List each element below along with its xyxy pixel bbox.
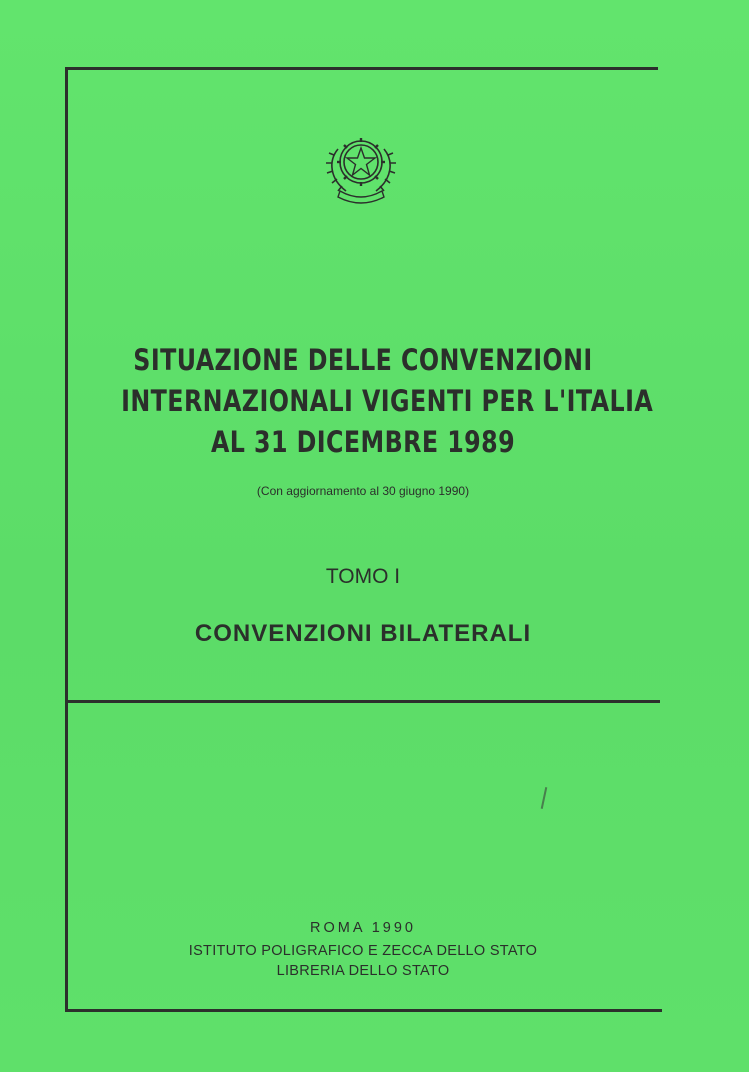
imprint-series: LIBRERIA DELLO STATO: [276, 963, 450, 979]
italian-republic-emblem-icon: [322, 127, 400, 207]
volume-number: TOMO I: [325, 565, 401, 588]
volume-title: CONVENZIONI BILATERALI: [194, 620, 532, 647]
update-note: (Con aggiornamento al 30 giugno 1990): [256, 484, 470, 498]
title-line-3: AL 31 DICEMBRE 1989: [210, 425, 516, 459]
title-line-2: INTERNAZIONALI VIGENTI PER L'ITALIA: [121, 384, 654, 418]
top-rule: [65, 67, 658, 70]
bottom-rule: [65, 1009, 662, 1012]
imprint-city-year: ROMA 1990: [310, 920, 416, 936]
imprint-publisher: ISTITUTO POLIGRAFICO E ZECCA DELLO STATO: [188, 943, 538, 959]
left-rule: [65, 67, 68, 1012]
paper-mark: [541, 787, 548, 809]
middle-rule: [65, 700, 660, 703]
title-line-1: SITUAZIONE DELLE CONVENZIONI: [133, 343, 593, 377]
main-title: [121, 340, 654, 463]
